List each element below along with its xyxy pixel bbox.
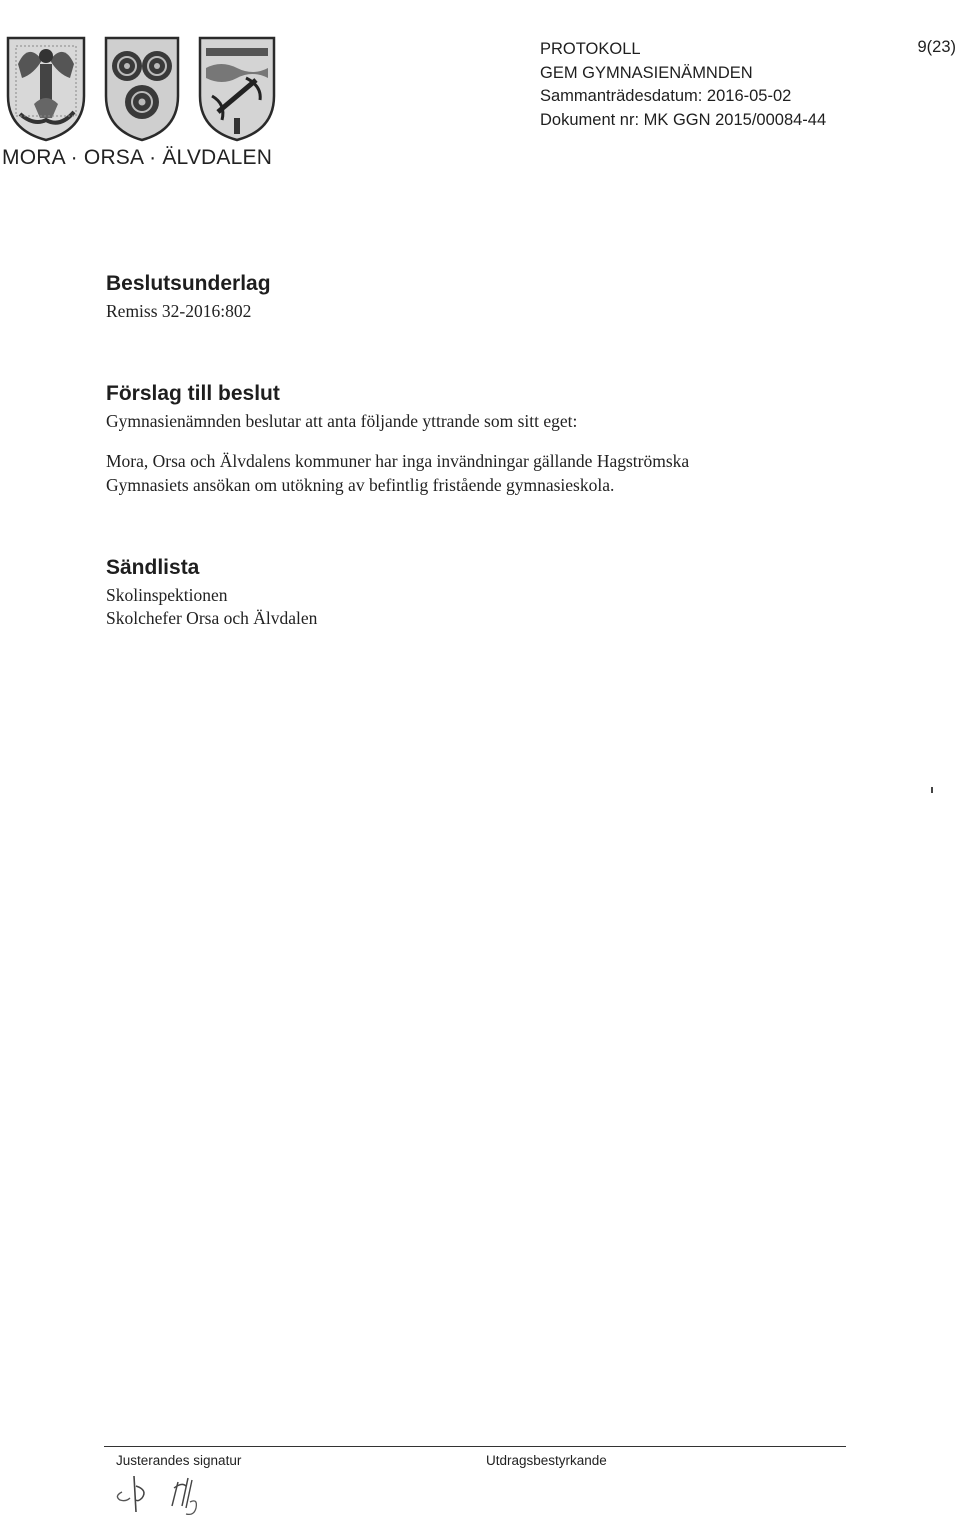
recipient-item: Skolinspektionen bbox=[106, 585, 228, 605]
stray-mark bbox=[931, 787, 933, 793]
mora-crest-icon bbox=[8, 38, 84, 140]
footer-divider bbox=[104, 1446, 846, 1447]
footer-label-justerandes-signatur: Justerandes signatur bbox=[116, 1453, 242, 1468]
orsa-crest-icon bbox=[106, 38, 178, 140]
decision-statement-line-1: Mora, Orsa och Älvdalens kommuner har inga invändningar gällande Hagströmska bbox=[106, 451, 690, 471]
handwritten-signature-icon bbox=[112, 1468, 242, 1520]
organization-name: MORA · ORSA · ÄLVDALEN bbox=[2, 146, 273, 169]
page-number: 9(23) bbox=[917, 38, 956, 56]
document-type: PROTOKOLL bbox=[540, 40, 641, 58]
document-header bbox=[540, 38, 826, 132]
remiss-line: Remiss 32-2016:802 bbox=[106, 301, 252, 321]
decision-statement-line-2: Gymnasiets ansökan om utökning av befintlig fristående gymnasieskola. bbox=[106, 475, 615, 495]
meeting-date: Sammanträdesdatum: 2016-05-02 bbox=[540, 87, 792, 105]
alvdalen-crest-icon bbox=[200, 38, 274, 140]
document-number: Dokument nr: MK GGN 2015/00084-44 bbox=[540, 110, 827, 129]
footer-label-utdragsbestyrkande: Utdragsbestyrkande bbox=[486, 1453, 607, 1468]
decision-intro: Gymnasienämnden beslutar att anta följande yttrande som sitt eget: bbox=[106, 411, 578, 431]
heading-sandlista: Sändlista bbox=[106, 556, 200, 579]
committee-name: GEM GYMNASIENÄMNDEN bbox=[540, 63, 753, 82]
recipient-item: Skolchefer Orsa och Älvdalen bbox=[106, 608, 318, 628]
heading-beslutsunderlag: Beslutsunderlag bbox=[106, 272, 271, 295]
heading-forslag-till-beslut: Förslag till beslut bbox=[106, 382, 280, 405]
municipal-crests bbox=[4, 34, 284, 144]
